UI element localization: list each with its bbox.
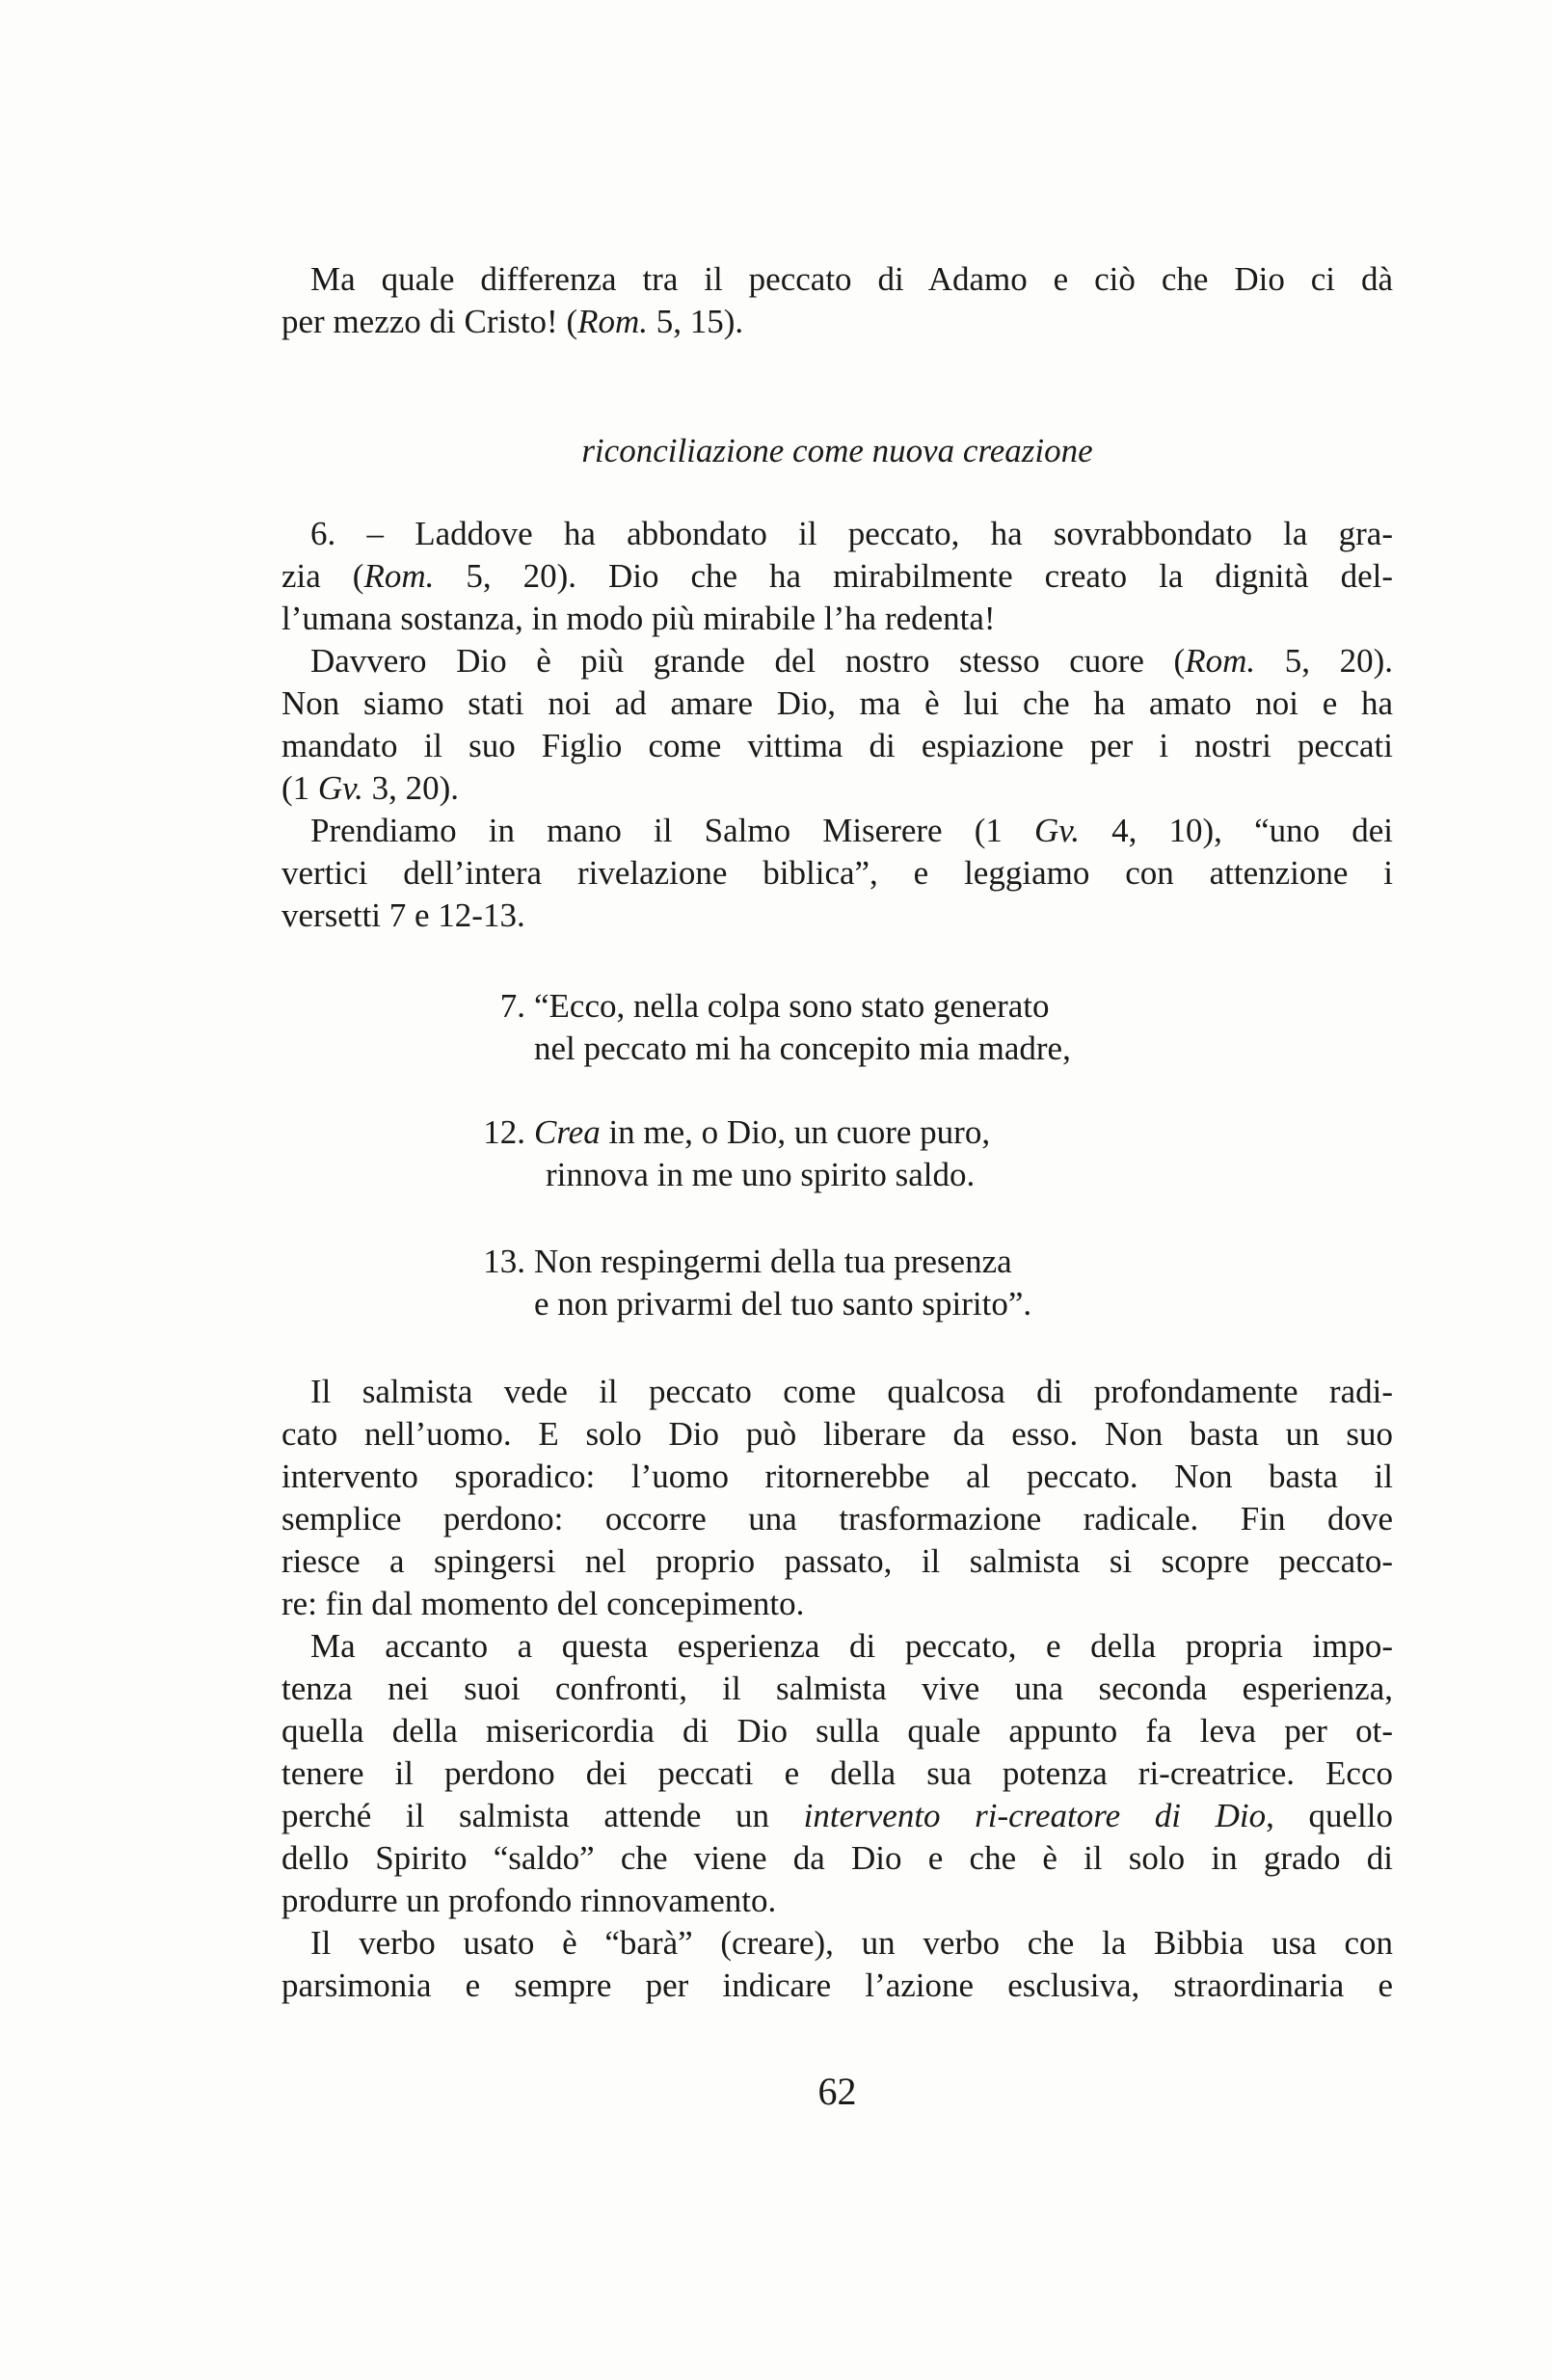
text-line: l’umana sostanza, in modo più mirabile l’ha redenta! xyxy=(281,600,996,637)
page-number: 62 xyxy=(817,2070,857,2113)
text: 5, 20). Dio che ha mirabilmente creato la dignità del- xyxy=(434,557,1394,595)
text: perché il salmista attende un xyxy=(281,1797,804,1834)
verse-line: nel peccato mi ha concepito mia madre, xyxy=(534,1030,1071,1067)
text-line: intervento sporadico: l’uomo ritornerebbe al peccato. Non basta il xyxy=(281,1457,1393,1495)
verse-number: 13. xyxy=(483,1243,525,1280)
text-line: parsimonia e sempre per indicare l’azione esclusiva, straordinaria e xyxy=(281,1966,1393,2004)
text: in me, o Dio, un cuore puro, xyxy=(600,1113,991,1151)
text-line: riesce a spingersi nel proprio passato, il salmista si scopre peccato- xyxy=(281,1542,1393,1580)
verse-number: 7. xyxy=(499,987,525,1025)
reference: Rom. xyxy=(363,557,435,595)
text: (1 xyxy=(281,769,318,807)
text-line: Il verbo usato è “barà” (creare), un verbo che la Bibbia usa con xyxy=(310,1924,1393,1962)
reference: Gv. xyxy=(1034,812,1080,849)
text-line: tenza nei suoi confronti, il salmista vive una seconda esperienza, xyxy=(281,1670,1393,1707)
reference: Gv. xyxy=(317,769,363,807)
text-line: dello Spirito “saldo” che viene da Dio e che è il solo in grado di xyxy=(281,1839,1393,1877)
text-line: produrre un profondo rinnovamento. xyxy=(281,1882,777,1919)
text-line: quella della misericordia di Dio sulla quale appunto fa leva per ot- xyxy=(281,1712,1393,1750)
text: 5, 20). xyxy=(1255,642,1393,680)
paragraph-6 xyxy=(281,513,1393,937)
text-line: cato nell’uomo. E solo Dio può liberare da esso. Non basta un suo xyxy=(281,1415,1393,1453)
text-line: Il salmista vede il peccato come qualcosa di profondamente radi- xyxy=(310,1373,1393,1410)
verse-number: 12. xyxy=(483,1113,525,1151)
verse-12 xyxy=(453,1111,990,1196)
verse-line: rinnova in me uno spirito saldo. xyxy=(546,1156,976,1193)
paragraph-salmista xyxy=(281,1371,1393,2007)
text: Prendiamo in mano il Salmo Miserere (1 xyxy=(310,812,1035,849)
section-heading: riconciliazione come nuova creazione xyxy=(581,432,1093,469)
verse-line: e non privarmi del tuo santo spirito”. xyxy=(534,1285,1032,1323)
text-line xyxy=(281,555,1393,598)
reference: Rom. xyxy=(577,303,649,340)
text-line xyxy=(281,1795,1393,1837)
text-line xyxy=(281,640,1393,682)
text: per mezzo di Cristo! ( xyxy=(281,303,578,340)
text-line: Ma quale differenza tra il peccato di Adamo e ciò che Dio ci dà xyxy=(310,260,1393,298)
verse-line xyxy=(453,1111,990,1154)
verse-7 xyxy=(453,985,1071,1070)
intro-paragraph xyxy=(281,258,1393,343)
text-line: semplice perdono: occorre una trasformazione radicale. Fin dove xyxy=(281,1500,1393,1538)
text-line: versetti 7 e 12-13. xyxy=(281,896,525,934)
verse-line: Non respingermi della tua presenza xyxy=(534,1243,1012,1280)
text: 3, 20). xyxy=(362,769,460,807)
text-line: mandato il suo Figlio come vittima di espiazione per i nostri peccati xyxy=(281,727,1393,764)
emphasis: intervento ri-creatore di Dio xyxy=(803,1797,1267,1834)
text-line: Non siamo stati noi ad amare Dio, ma è lui che ha amato noi e ha xyxy=(281,684,1393,722)
text-line: tenere il perdono dei peccati e della sua potenza ri-creatrice. Ecco xyxy=(281,1754,1393,1792)
reference: Rom. xyxy=(1185,642,1256,680)
text: zia ( xyxy=(281,557,364,595)
text-line: 6. – Laddove ha abbondato il peccato, ha sovrabbondato la gra- xyxy=(310,515,1393,552)
text-line: Ma accanto a questa esperienza di peccato, e della propria impo- xyxy=(310,1627,1393,1665)
text: , quello xyxy=(1266,1797,1394,1834)
text: 5, 15). xyxy=(648,303,744,340)
text-line xyxy=(281,767,1393,810)
text-line xyxy=(281,810,1393,852)
text: Davvero Dio è più grande del nostro stesso cuore ( xyxy=(310,642,1186,680)
text-line xyxy=(281,301,1393,343)
verse-13 xyxy=(453,1241,1031,1325)
text-line: vertici dell’intera rivelazione biblica”, e leggiamo con attenzione i xyxy=(281,854,1393,892)
emphasis: Crea xyxy=(534,1113,601,1151)
text: 4, 10), “uno dei xyxy=(1080,812,1393,849)
verse-line: “Ecco, nella colpa sono stato generato xyxy=(534,987,1050,1025)
text-line: re: fin dal momento del concepimento. xyxy=(281,1585,805,1622)
